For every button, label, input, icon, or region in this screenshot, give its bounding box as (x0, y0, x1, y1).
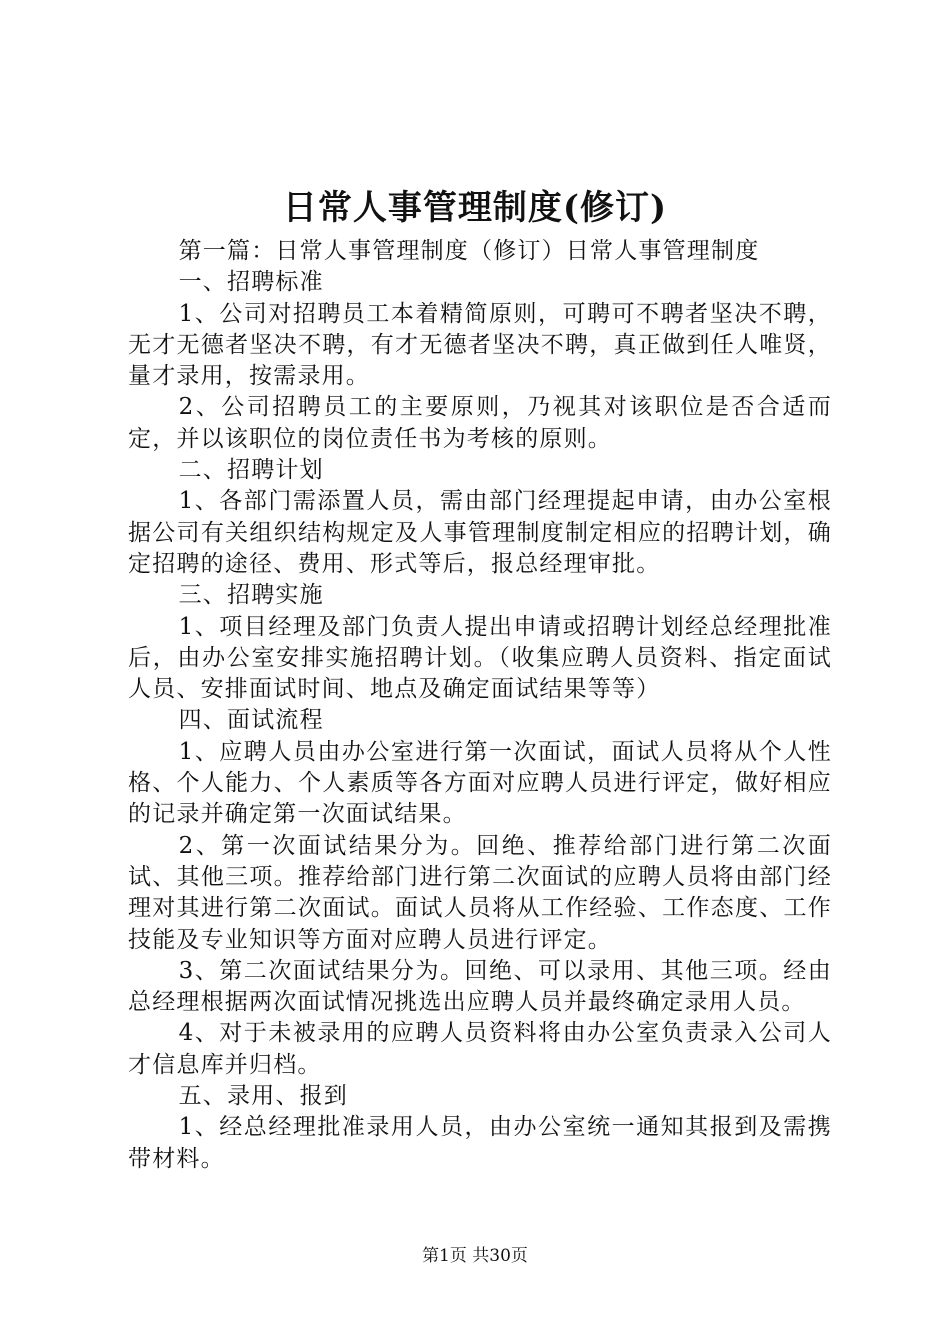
document-body (128, 236, 832, 1175)
document-title: 日常人事管理制度(修订) (282, 188, 668, 228)
paragraph: 1、各部门需添置人员，需由部门经理提起申请，由办公室根据公司有关组织结构规定及人事管理制度制定相应的招聘计划，确定招聘的途径、费用、形式等后，报总经理审批。 (128, 488, 832, 577)
section-heading: 五、录用、报到 (178, 1083, 348, 1110)
paragraph: 1、经总经理批准录用人员，由办公室统一通知其报到及需携带材料。 (128, 1114, 832, 1172)
paragraph: 4、对于未被录用的应聘人员资料将由办公室负责录入公司人才信息库并归档。 (128, 1020, 832, 1078)
page-number: 第1页 共30页 (422, 1246, 528, 1266)
section-heading: 一、招聘标准 (178, 269, 324, 296)
paragraph: 3、第二次面试结果分为。回绝、可以录用、其他三项。经由总经理根据两次面试情况挑选出应聘人员并最终确定录用人员。 (128, 957, 832, 1016)
paragraph: 2、第一次面试结果分为。回绝、推荐给部门进行第二次面试、其他三项。推荐给部门进行第二次面试的应聘人员将由部门经理对其进行第二次面试。面试人员将从工作经验、工作态度、工作技能及专业知识等方面对应聘人员进行评定。 (128, 832, 832, 953)
paragraph: 1、项目经理及部门负责人提出申请或招聘计划经总经理批准后，由办公室安排实施招聘计划。（收集应聘人员资料、指定面试人员、安排面试时间、地点及确定面试结果等等） (128, 613, 832, 703)
section-heading: 三、招聘实施 (178, 582, 324, 609)
section-heading: 四、面试流程 (178, 707, 324, 734)
paragraph: 1、公司对招聘员工本着精简原则，可聘可不聘者坚决不聘，无才无德者坚决不聘，有才无德者坚决不聘，真正做到任人唯贤，量才录用，按需录用。 (128, 300, 832, 390)
paragraph: 2、公司招聘员工的主要原则，乃视其对该职位是否合适而定，并以该职位的岗位责任书为考核的原则。 (128, 394, 832, 452)
paragraph: 第一篇：日常人事管理制度（修订）日常人事管理制度 (178, 238, 760, 264)
paragraph: 1、应聘人员由办公室进行第一次面试，面试人员将从个人性格、个人能力、个人素质等各方面对应聘人员进行评定，做好相应的记录并确定第一次面试结果。 (128, 738, 832, 828)
section-heading: 二、招聘计划 (178, 457, 324, 484)
